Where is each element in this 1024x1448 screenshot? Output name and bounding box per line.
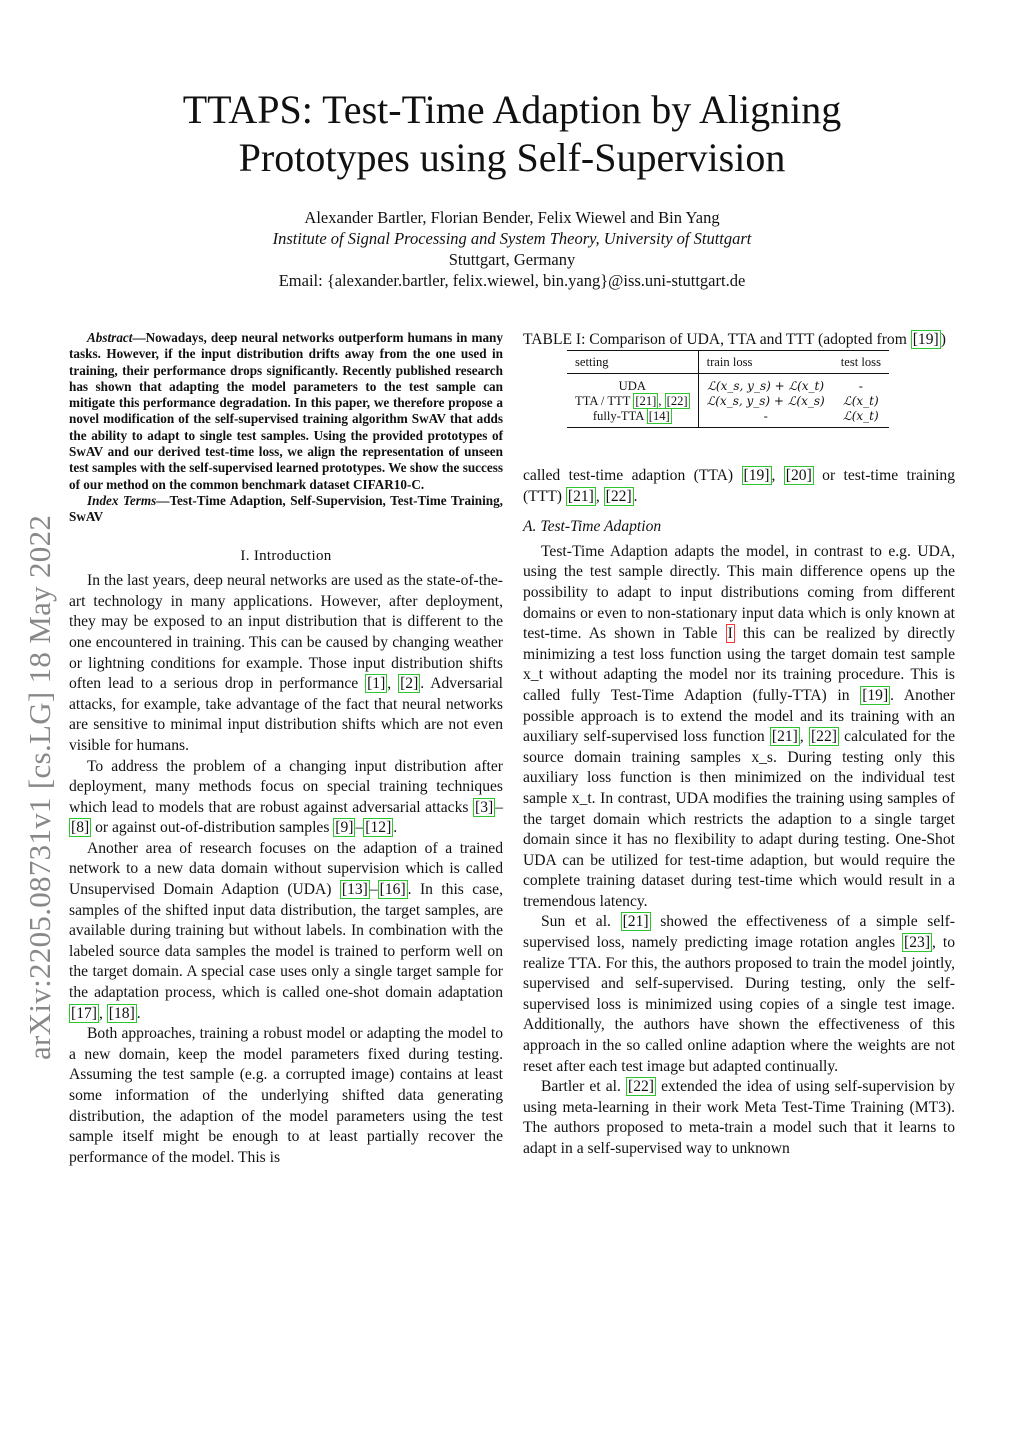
subsection-heading-tta: A. Test-Time Adaption [523, 518, 662, 536]
title-line-2: Prototypes using Self-Supervision [238, 135, 786, 180]
citation-link[interactable]: [21] [567, 487, 594, 505]
table-cell: ℒ(x_s, y_s) + ℒ(x_s) [706, 394, 825, 408]
citation-link[interactable]: [22] [810, 728, 837, 746]
citation-link[interactable]: [19] [743, 467, 770, 484]
table-cell: - [858, 379, 863, 393]
intro-paragraph-4: Both approaches, training a robust model or adapting the model to a new domain, keep the model parameters fixed during testing. Assuming the test sample (e.g. a corrupted image) contains at least some information of the underlying shifted data generating distribution, the adaption of the model parameters using the test sample itself might be enough to at least partially recover the performance of the model. This is [69, 1025, 503, 1166]
citation-link[interactable]: [20] [785, 467, 812, 484]
table-cell: ℒ(x_t) [843, 394, 879, 408]
tta-paragraph-3: Bartler et al. [22] extended the idea of using self-supervision by using meta-learning in their work Meta Test-Time Training (MT3). The authors proposed to meta-train a model such that it learns to adapt in a self-supervised way to unknown [523, 1078, 955, 1157]
citation-link[interactable]: [19] [862, 686, 889, 704]
citation-link[interactable]: [12] [365, 819, 392, 837]
author-names: Alexander Bartler, Florian Bender, Felix Wiewel and Bin Yang [304, 208, 720, 227]
tta-paragraph-2: Sun et al. [21] showed the effectiveness of a simple self-supervised loss, namely predicting image rotation angles [23] , to realize TTA. For this, the authors proposed to train the model jointly, supervised and self-supervised. During testing, only the self-supervised loss is minimized using copies of a single test image. Additionally, the authors have shown the effectiveness of this approach in the so called online adaption where the weights are not reset after each test image but adapted continually. [523, 913, 955, 1075]
arxiv-identifier: arXiv:2205.08731v1 [cs.LG] 18 May 2022 [22, 514, 57, 1060]
citation-link[interactable]: [3] [475, 798, 494, 816]
table-row [567, 394, 889, 409]
index-terms [69, 493, 503, 526]
intro-paragraph-1: In the last years, deep neural networks are used as the state-of-the-art technology in many applications. However, after deployment, they may be exposed to an input distribution that is different to the one encountered in training. This can be caused by changing weather or lightning conditions for example. Those input distribution shifts often lead to a serious drop in performance [1] , [2] . Adversarial attacks, for example, take advantage of the fact that neural networks are sensitive to minimal input distribution shifts which are not even visible for humans. [69, 572, 503, 754]
intro-paragraph-2: To address the problem of a changing input distribution after deployment, many methods focus on special training techniques which lead to models that are robust against adversarial attacks [3] –[8] or against out-of-distribution samples [9] – [12] . [69, 757, 503, 837]
left-column [69, 330, 503, 1168]
citation-link[interactable]: [8] [71, 819, 90, 837]
table-cell: TTA / TTT [21] , [22] [567, 394, 698, 409]
tta-paragraph-1: Test-Time Adaption adapts the model, in contrast to e.g. UDA, using the test sample directly. This main difference opens up the possibility to adapt to input distributions coming from different domains or even to non-stationary input data which is only known at test-time. As shown in Table I this can be realized by directly minimizing a test loss function using the target domain test sample x_t without adapting the model nor its training procedure. This is called fully Test-Time Adaption (fully-TTA) in [19] . Another possible approach is to extend the model and its training with an auxiliary self-supervised loss function [21] , [22] calculated for the source domain training samples x_s. During testing only this auxiliary loss function is then minimized on the individual test sample x_t. In contrast, UDA modifies the training using samples of the target domain which restricts the adaption to a single target domain since it has no flexibility to adapt during testing. One-Shot UDA can be utilized for test-time adaption, but would require the complete training dataset during test-time which would result in a tremendous latency. [523, 542, 955, 910]
citation-link[interactable]: [16] [379, 881, 406, 899]
intro-paragraph-3: Another area of research focuses on the adaption of a trained network to a new data domain without supervision which is called Unsupervised Domain Adaption (UDA) [13] – [16] . In this case, samples of the shifted input data distribution, the target samples, are available during training but without labels. In combination with the labeled source data samples the model is trained to perform well on the target domain. A special case uses only a single target sample for the adaptation process, which is called one-shot domain adaptation [17] , [18] . [69, 839, 503, 1022]
citation-link[interactable]: [1] [367, 675, 386, 693]
table-header: test loss [833, 351, 889, 374]
author-block [120, 207, 904, 291]
table-row [567, 374, 889, 395]
citation-link[interactable]: [21] [635, 394, 657, 408]
table-header-row [567, 351, 889, 374]
table-cell: ℒ(x_s, y_s) + ℒ(x_t) [707, 379, 825, 393]
citation-link[interactable]: [22] [605, 487, 632, 505]
comparison-table [567, 350, 889, 428]
citation-link[interactable]: [14] [648, 409, 670, 423]
table-cell: - [698, 409, 833, 428]
author-email: Email: {alexander.bartler, felix.wiewel, bin.yang}@iss.uni-stuttgart.de [278, 271, 746, 290]
author-location: Stuttgart, Germany [448, 250, 576, 269]
table-row [567, 409, 889, 428]
citation-link[interactable]: [18] [108, 1004, 135, 1022]
citation-link[interactable]: [2] [400, 675, 419, 693]
table-cell: UDA [567, 374, 698, 395]
title-line-1: TTAPS: Test-Time Adaption by Aligning [182, 87, 842, 132]
table-header: setting [567, 351, 698, 374]
table-cell: fully-TTA [14] [567, 409, 698, 428]
citation-link[interactable]: [21] [771, 728, 798, 746]
paper-title [120, 86, 904, 182]
author-affiliation: Institute of Signal Processing and System Theory, University of Stuttgart [272, 229, 752, 248]
table-ref-link[interactable]: I [727, 625, 733, 643]
citation-link[interactable]: [17] [71, 1004, 97, 1022]
abstract [69, 330, 503, 493]
citation-link[interactable]: [21] [622, 913, 649, 931]
right-continuation-paragraph: called test-time adaption (TTA) [19] , [20] or test-time training (TTT) [21] , [22] . [523, 467, 956, 505]
table-cell: ℒ(x_t) [833, 409, 889, 428]
index-terms-text: —Test-Time Adaption, Self-Supervision, Test-Time Training, SwAV [69, 492, 503, 525]
abstract-text: —Nowadays, deep neural networks outperform humans in many tasks. However, if the input distribution drifts away from the one used in training, their performance drops significantly. Recently published research has shown that adapting the model parameters to the test sample can mitigate this performance degradation. In this paper, we therefore propose a novel modification of the self-supervised training algorithm SwAV that adds the ability to adapt to single test samples. Using the provided prototypes of SwAV and our derived test-time loss, we align the representation of unseen test samples with the self-supervised learned prototypes. We show the success of our method on the common benchmark dataset CIFAR10-C. [69, 330, 503, 492]
citation-link[interactable]: [13] [341, 881, 368, 899]
right-column [523, 330, 955, 1160]
citation-link[interactable]: [19] [912, 331, 939, 348]
citation-link[interactable]: [23] [904, 934, 931, 952]
citation-link[interactable]: [22] [666, 394, 688, 408]
abstract-label: Abstract [87, 330, 133, 345]
citation-link[interactable]: [22] [628, 1078, 654, 1096]
citation-link[interactable]: [9] [335, 819, 354, 837]
table-caption: TABLE I: Comparison of UDA, TTA and TTT (adopted from [19] ) [523, 331, 946, 348]
table-header: train loss [698, 351, 833, 374]
section-heading-introduction: I. Introduction [240, 547, 332, 564]
index-terms-label: Index Terms [87, 492, 157, 508]
